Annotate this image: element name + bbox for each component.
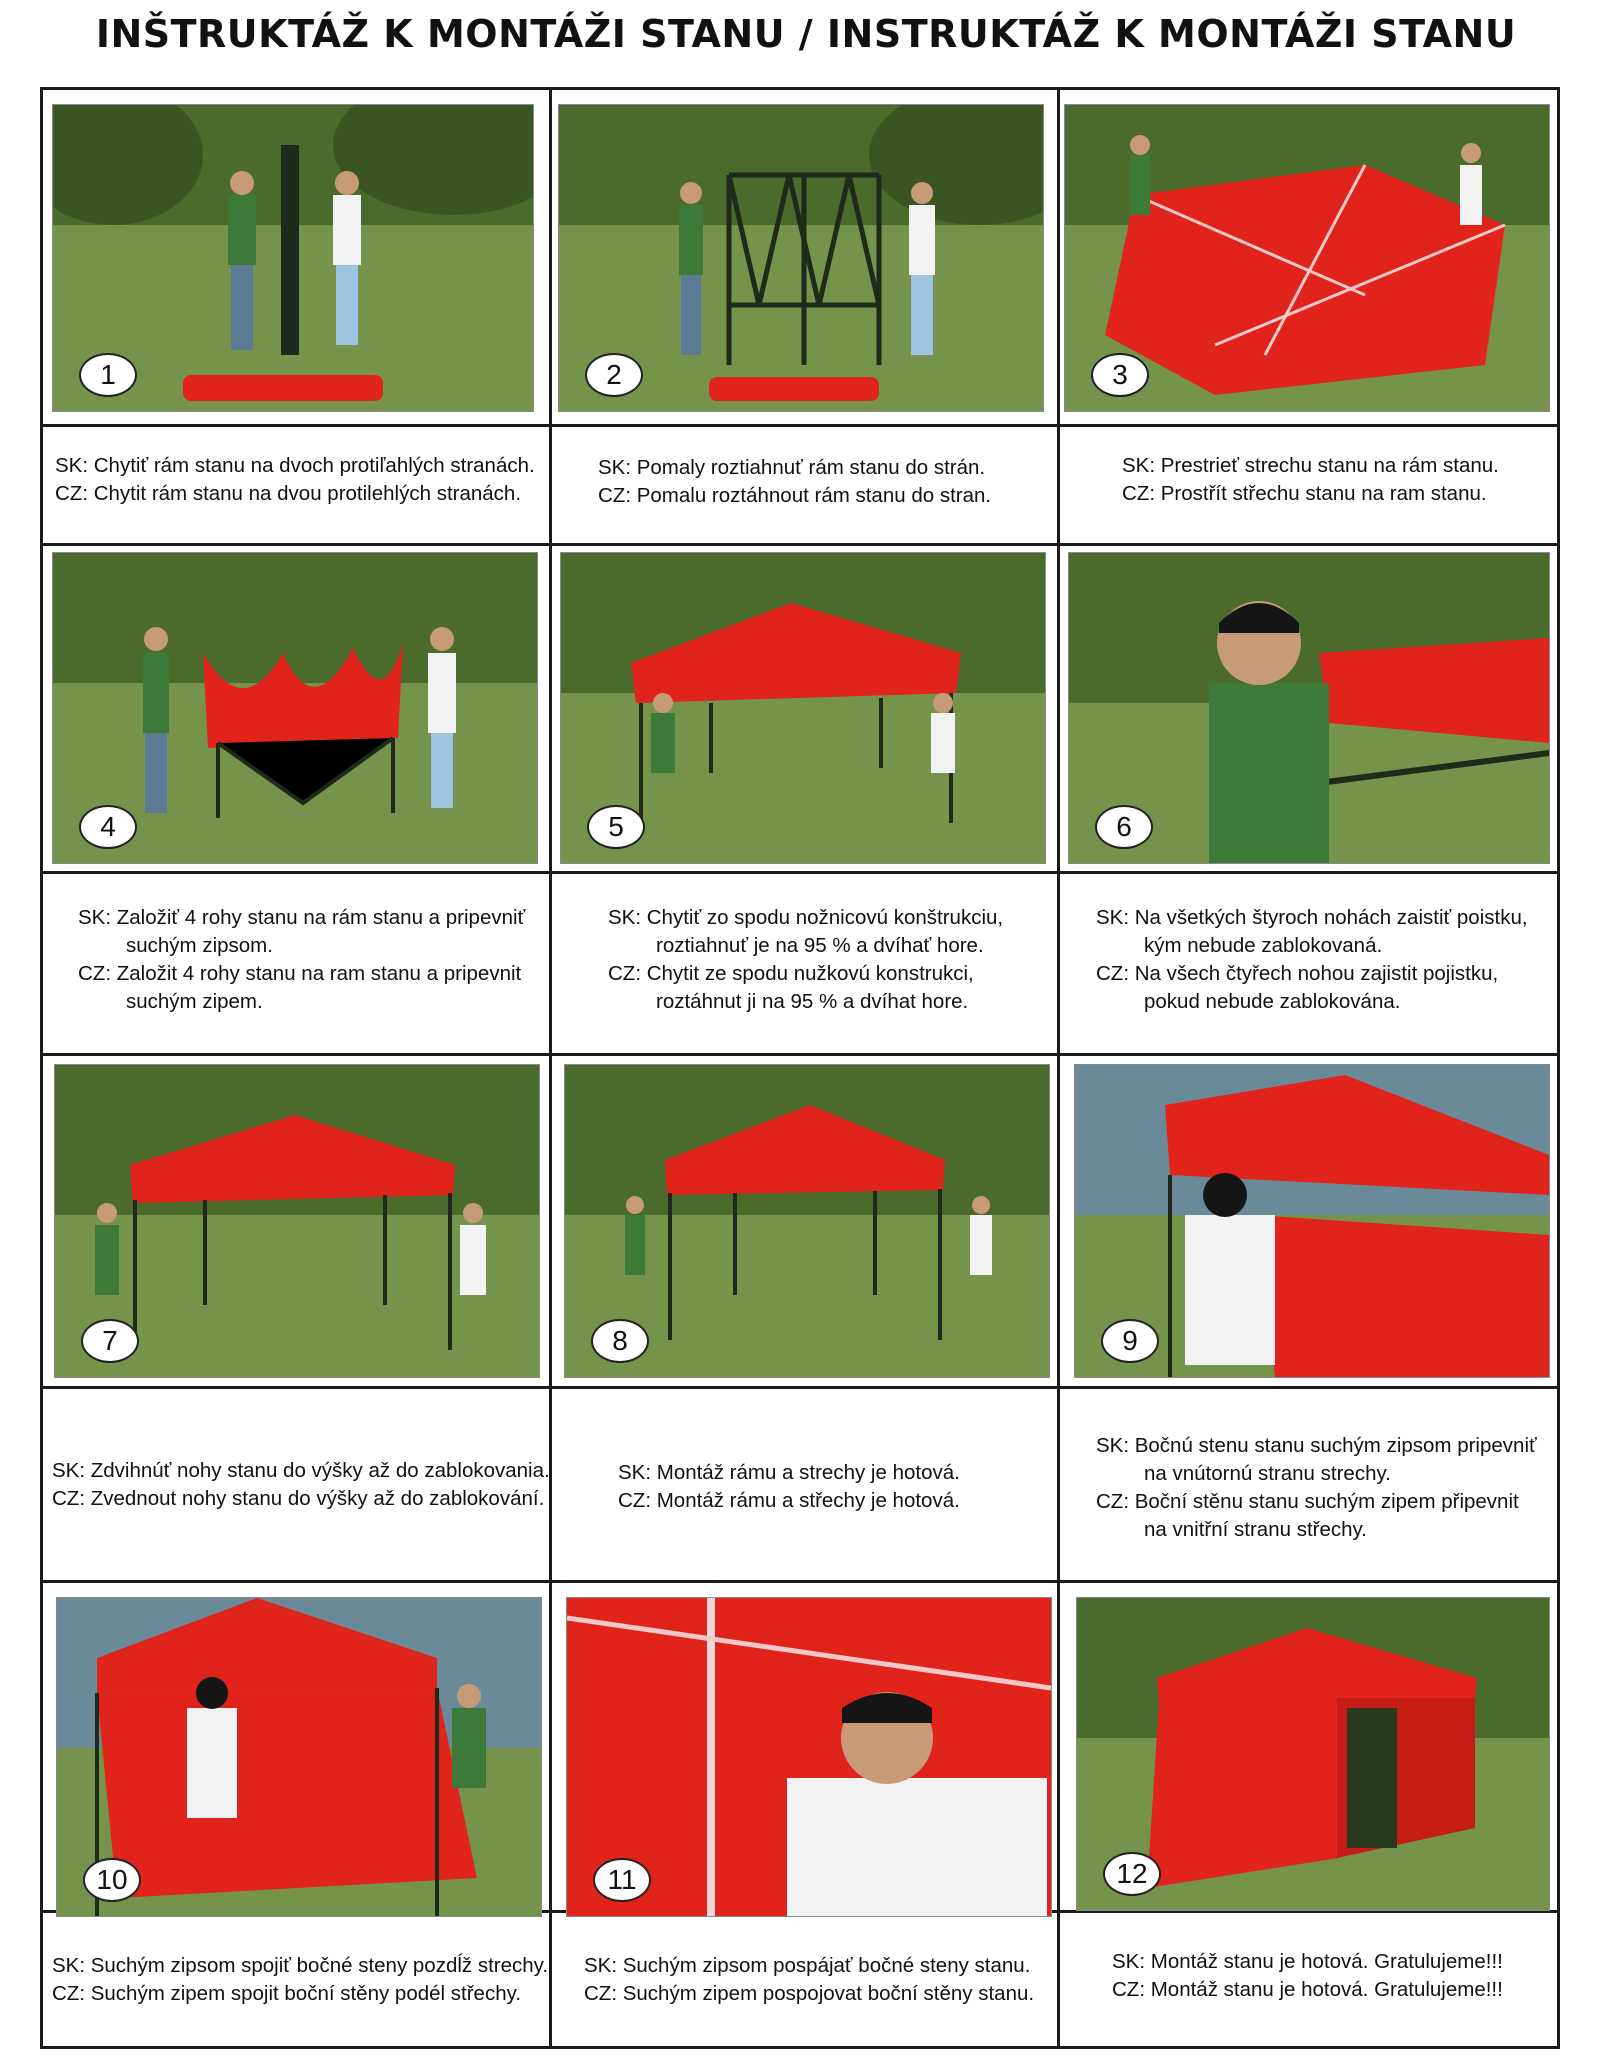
step-number-badge: 8 [591, 1319, 649, 1363]
step-photo-7 [54, 1064, 540, 1378]
caption-sk-cont: suchým zipsom. [126, 934, 273, 957]
step-number-badge: 11 [593, 1858, 651, 1902]
caption-sk: SK: Chytiť zo spodu nožnicovú konštrukciu, [608, 906, 1004, 929]
caption-sk: SK: Založiť 4 rohy stanu na rám stanu a pripevniť [78, 906, 526, 929]
caption-cz: CZ: Boční stěnu stanu suchým zipem připevnit [1096, 1490, 1519, 1513]
step-caption-9 [1096, 1432, 1537, 1544]
step-photo-11 [566, 1597, 1052, 1917]
caption-sk: SK: Suchým zipsom spojiť bočné steny pozdĺž strechy. [52, 1954, 549, 1977]
step-number-badge: 5 [587, 805, 645, 849]
caption-sk: SK: Montáž stanu je hotová. Gratulujeme!!! [1112, 1950, 1503, 1973]
step-caption-12 [1112, 1948, 1503, 2004]
step-number-badge: 2 [585, 353, 643, 397]
caption-cz: CZ: Založit 4 rohy stanu na ram stanu a pripevnit [78, 962, 522, 985]
step-photo-1 [52, 104, 534, 412]
step-photo-2 [558, 104, 1044, 412]
grid-divider [43, 1053, 1557, 1056]
caption-cz: CZ: Pomalu roztáhnout rám stanu do stran. [598, 484, 992, 507]
step-number-badge: 3 [1091, 353, 1149, 397]
step-photo-9 [1074, 1064, 1550, 1378]
caption-cz-cont: na vnitřní stranu střechy. [1144, 1518, 1367, 1541]
step-caption-1 [55, 452, 535, 508]
caption-sk: SK: Pomaly roztiahnuť rám stanu do strán. [598, 456, 986, 479]
grid-divider [1057, 90, 1060, 2046]
caption-cz: CZ: Montáž stanu je hotová. Gratulujeme!!! [1112, 1978, 1503, 2001]
step-number-badge: 10 [83, 1858, 141, 1902]
step-caption-10 [52, 1952, 548, 2008]
step-caption-8 [618, 1459, 960, 1515]
grid-divider [43, 424, 1557, 427]
step-photo-5 [560, 552, 1046, 864]
caption-sk-cont: kým nebude zablokovaná. [1144, 934, 1383, 957]
step-caption-11 [584, 1952, 1034, 2008]
step-photo-12 [1076, 1597, 1550, 1911]
grid-divider [549, 90, 552, 2046]
step-number-badge: 12 [1103, 1852, 1161, 1896]
caption-cz: CZ: Zvednout nohy stanu do výšky až do zablokování. [52, 1487, 545, 1510]
step-caption-4 [78, 904, 525, 1016]
caption-sk-cont: roztiahnuť je na 95 % a dvíhať hore. [656, 934, 984, 957]
caption-sk: SK: Chytiť rám stanu na dvoch protiľahlých stranách. [55, 454, 535, 477]
step-photo-4 [52, 552, 538, 864]
caption-cz-cont: roztáhnut ji na 95 % a dvíhat hore. [656, 990, 969, 1013]
caption-sk-cont: na vnútornú stranu strechy. [1144, 1462, 1391, 1485]
caption-cz-cont: suchým zipem. [126, 990, 263, 1013]
grid-divider [43, 1386, 1557, 1389]
caption-cz: CZ: Chytit ze spodu nužkovú konstrukci, [608, 962, 974, 985]
caption-cz: CZ: Na všech čtyřech nohou zajistit pojistku, [1096, 962, 1499, 985]
step-number-badge: 9 [1101, 1319, 1159, 1363]
caption-sk: SK: Bočnú stenu stanu suchým zipsom pripevniť [1096, 1434, 1537, 1457]
step-number-badge: 1 [79, 353, 137, 397]
caption-sk: SK: Suchým zipsom pospájať bočné steny stanu. [584, 1954, 1031, 1977]
step-caption-7 [52, 1457, 550, 1513]
step-photo-10 [56, 1597, 542, 1917]
step-caption-3 [1122, 452, 1499, 508]
caption-sk: SK: Montáž rámu a strechy je hotová. [618, 1461, 960, 1484]
step-number-badge: 6 [1095, 805, 1153, 849]
caption-cz: CZ: Montáž rámu a střechy je hotová. [618, 1489, 960, 1512]
caption-sk: SK: Na všetkých štyroch nohách zaistiť poistku, [1096, 906, 1528, 929]
grid-divider [43, 543, 1557, 546]
grid-divider [43, 871, 1557, 874]
step-number-badge: 7 [81, 1319, 139, 1363]
step-photo-3 [1064, 104, 1550, 412]
step-photo-8 [564, 1064, 1050, 1378]
step-caption-6 [1096, 904, 1528, 1016]
caption-cz: CZ: Suchým zipem pospojovat boční stěny stanu. [584, 1982, 1035, 2005]
caption-sk: SK: Zdvihnúť nohy stanu do výšky až do zablokovania. [52, 1459, 550, 1482]
grid-divider [43, 1580, 1557, 1583]
caption-cz-cont: pokud nebude zablokována. [1144, 990, 1401, 1013]
caption-cz: CZ: Chytit rám stanu na dvou protilehlých stranách. [55, 482, 522, 505]
caption-cz: CZ: Suchým zipem spojit boční stěny podél střechy. [52, 1982, 522, 2005]
caption-sk: SK: Prestrieť strechu stanu na rám stanu. [1122, 454, 1499, 477]
step-caption-2 [598, 454, 991, 510]
step-caption-5 [608, 904, 1003, 1016]
step-photo-6 [1068, 552, 1550, 864]
step-number-badge: 4 [79, 805, 137, 849]
page-title: INŠTRUKTÁŽ K MONTÁŽI STANU / INSTRUKTÁŽ K MONTÁŽI STANU [95, 12, 1517, 56]
caption-cz: CZ: Prostřít střechu stanu na ram stanu. [1122, 482, 1487, 505]
